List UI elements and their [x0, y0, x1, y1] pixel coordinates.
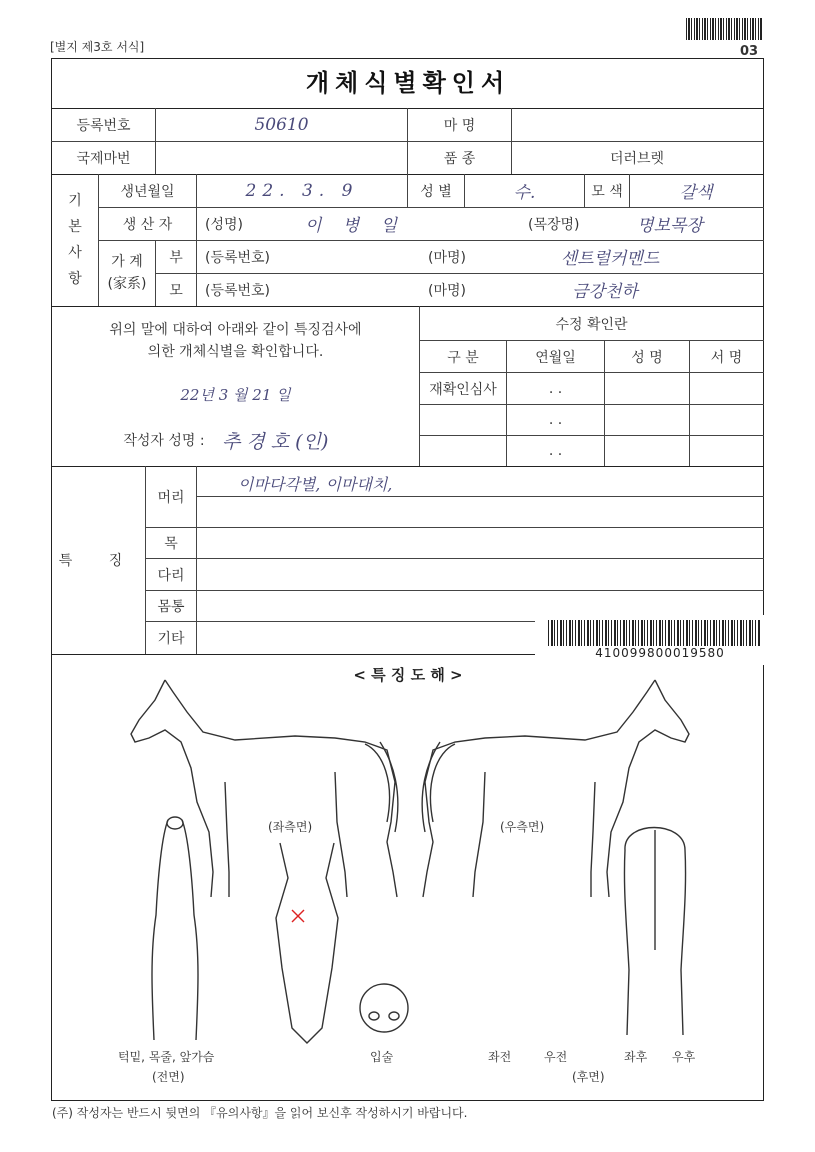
row3-date[interactable]: . .: [548, 443, 563, 459]
neck-label: 목: [164, 536, 178, 552]
right-side-caption: (우측면): [500, 820, 545, 834]
footer-note: (주) 작성자는 반드시 뒷면의 『유의사항』을 읽어 보신후 작성하시기 바랍니다.: [52, 1106, 468, 1120]
dam-name-label: (마명): [428, 282, 466, 299]
producer-name-label: (성명): [205, 216, 243, 233]
reg-no-value[interactable]: 50610: [254, 114, 309, 135]
ranch-value[interactable]: 명보목장: [637, 216, 703, 236]
row2-date[interactable]: . .: [548, 412, 563, 428]
form-label: [별지 제3호 서식]: [50, 40, 145, 54]
dam-label: 모: [169, 282, 183, 299]
birth-label: 생년월일: [120, 183, 175, 200]
color-value[interactable]: 갈색: [679, 183, 713, 203]
other-label: 기타: [157, 631, 185, 647]
reg-no-label: 등록번호: [76, 117, 131, 134]
leg-label: 다리: [157, 567, 185, 584]
sire-name-value[interactable]: 센트럴커멘드: [560, 249, 660, 269]
horse-head-diagram: [262, 838, 352, 1048]
basic-section-label: 기 본 사 항: [68, 193, 82, 287]
statement-line2: 의한 개체식별을 확인합니다.: [147, 344, 324, 360]
right-front-caption: 우전: [544, 1050, 568, 1064]
breed-value[interactable]: 더러브렛: [609, 150, 665, 167]
lineage-label: 가 계 (家系): [107, 254, 147, 292]
col-name: 성 명: [631, 349, 663, 366]
horse-rear-diagram: [615, 810, 695, 1040]
muzzle-diagram: [356, 980, 412, 1040]
author-value[interactable]: 추 경 호 (인): [222, 430, 329, 453]
statement-line1: 위의 말에 대하여 아래와 같이 특징검사에: [109, 322, 362, 338]
sex-value[interactable]: 수.: [513, 183, 536, 203]
barcode-number: 410099800019580: [595, 646, 725, 660]
body-label: 몸통: [157, 599, 185, 615]
correction-title: 수정 확인란: [555, 316, 628, 333]
intl-no-value[interactable]: [156, 141, 407, 174]
dam-name-value[interactable]: 금강천하: [572, 282, 638, 302]
muzzle-caption: 입술: [370, 1050, 394, 1064]
producer-label: 생 산 자: [122, 216, 173, 233]
page-number: 03: [740, 44, 759, 59]
breed-label: 품 종: [443, 150, 476, 167]
producer-name-value[interactable]: 이 병 일: [304, 216, 406, 236]
horse-name-label: 마 명: [443, 117, 476, 134]
col-date: 연월일: [535, 349, 576, 366]
head-label: 머리: [157, 490, 185, 506]
horse-front-diagram: [140, 815, 210, 1045]
color-label: 모 색: [591, 183, 623, 200]
front-parts-caption: 턱밑, 목줄, 앞가슴: [118, 1050, 215, 1064]
front-caption: (전면): [152, 1070, 185, 1084]
intl-no-label: 국제마번: [76, 150, 131, 167]
right-rear-caption: 우후: [672, 1050, 696, 1064]
author-label: 작성자 성명 :: [123, 433, 205, 449]
left-side-caption: (좌측면): [268, 820, 313, 834]
page-title: 개체식별확인서: [305, 69, 511, 97]
col-category: 구 분: [447, 349, 479, 366]
confirmation-date[interactable]: 22년 3 월 21 일: [180, 385, 291, 404]
sire-reg-label: (등록번호): [205, 249, 271, 266]
top-barcode: [686, 18, 762, 40]
left-front-caption: 좌전: [488, 1050, 512, 1064]
dam-reg-label: (등록번호): [205, 282, 271, 299]
left-rear-caption: 좌후: [624, 1050, 648, 1064]
features-section-label: 특 징: [58, 553, 139, 569]
sire-label: 부: [169, 249, 183, 266]
sex-label: 성 별: [420, 183, 452, 200]
row1-label: 재확인심사: [429, 381, 497, 398]
birth-value[interactable]: 22. 3. 9: [245, 180, 359, 201]
horse-name-value[interactable]: [512, 108, 762, 141]
col-sign: 서 명: [710, 349, 743, 366]
sire-name-label: (마명): [428, 249, 466, 266]
rear-caption: (후면): [572, 1070, 605, 1084]
row1-date[interactable]: . .: [548, 380, 563, 397]
id-barcode: [548, 620, 760, 646]
diagram-title: < 특 징 도 해 >: [353, 666, 463, 684]
head-value[interactable]: 이마다각별, 이마대치,: [238, 474, 393, 494]
ranch-label: (목장명): [528, 216, 580, 233]
